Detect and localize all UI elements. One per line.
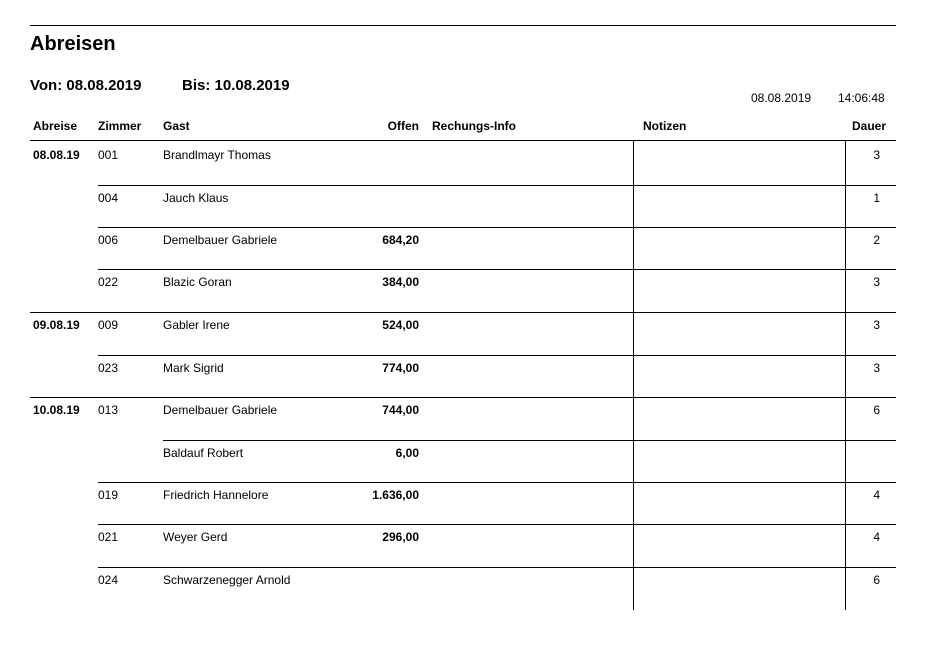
row-separator (98, 567, 896, 568)
row-gast: Gabler Irene (163, 318, 230, 332)
col-header-notizen: Notizen (643, 119, 687, 133)
row-gast: Mark Sigrid (163, 361, 224, 375)
row-separator (98, 355, 896, 356)
row-zimmer: 022 (98, 275, 119, 289)
row-zimmer: 009 (98, 318, 119, 332)
row-dauer: 1 (873, 191, 880, 205)
row-gast: Blazic Goran (163, 275, 232, 289)
row-zimmer: 004 (98, 191, 119, 205)
row-offen: 524,00 (382, 318, 419, 332)
row-separator (163, 440, 896, 441)
row-gast: Jauch Klaus (163, 191, 229, 205)
row-zimmer: 001 (98, 148, 119, 162)
row-separator (98, 227, 896, 228)
row-dauer: 4 (873, 530, 880, 544)
row-abreise: 08.08.19 (33, 148, 80, 162)
row-gast: Demelbauer Gabriele (163, 233, 278, 247)
col-header-dauer: Dauer (852, 119, 887, 133)
row-abreise: 10.08.19 (33, 403, 80, 417)
row-separator (30, 312, 896, 313)
row-separator (98, 524, 896, 525)
print-date: 08.08.2019 (751, 91, 812, 105)
row-gast: Weyer Gerd (163, 530, 228, 544)
row-offen: 1.636,00 (372, 488, 419, 502)
row-zimmer: 019 (98, 488, 119, 502)
report-title: Abreisen (30, 33, 116, 55)
row-offen: 744,00 (382, 403, 419, 417)
row-gast: Demelbauer Gabriele (163, 403, 278, 417)
row-zimmer: 013 (98, 403, 119, 417)
row-dauer: 3 (873, 275, 880, 289)
row-dauer: 6 (873, 403, 880, 417)
col-header-offen: Offen (387, 119, 419, 133)
notizen-right-border (845, 141, 846, 610)
col-header-zimmer: Zimmer (98, 119, 142, 133)
col-header-rechnungs-info: Rechungs-Info (432, 119, 516, 133)
row-offen: 684,20 (382, 233, 419, 247)
print-time: 14:06:48 (838, 91, 885, 105)
col-header-gast: Gast (163, 119, 190, 133)
row-zimmer: 006 (98, 233, 119, 247)
row-separator (98, 185, 896, 186)
header-rule (30, 140, 896, 141)
row-dauer: 3 (873, 148, 880, 162)
row-offen: 6,00 (395, 446, 419, 460)
row-gast: Schwarzenegger Arnold (163, 573, 291, 587)
row-gast: Brandlmayr Thomas (163, 148, 271, 162)
row-offen: 384,00 (382, 275, 419, 289)
row-separator (98, 269, 896, 270)
row-abreise: 09.08.19 (33, 318, 80, 332)
row-offen: 774,00 (382, 361, 419, 375)
row-zimmer: 024 (98, 573, 119, 587)
col-header-abreise: Abreise (33, 119, 78, 133)
row-gast: Baldauf Robert (163, 446, 244, 460)
row-zimmer: 021 (98, 530, 119, 544)
row-separator (30, 397, 896, 398)
row-gast: Friedrich Hannelore (163, 488, 269, 502)
date-from: Von: 08.08.2019 (30, 77, 142, 94)
row-zimmer: 023 (98, 361, 119, 375)
row-dauer: 3 (873, 361, 880, 375)
notizen-left-border (633, 141, 634, 610)
row-dauer: 3 (873, 318, 880, 332)
top-rule (30, 25, 896, 26)
row-dauer: 2 (873, 233, 880, 247)
row-offen: 296,00 (382, 530, 419, 544)
row-separator (98, 482, 896, 483)
date-to: Bis: 10.08.2019 (182, 77, 290, 94)
row-dauer: 6 (873, 573, 880, 587)
row-dauer: 4 (873, 488, 880, 502)
